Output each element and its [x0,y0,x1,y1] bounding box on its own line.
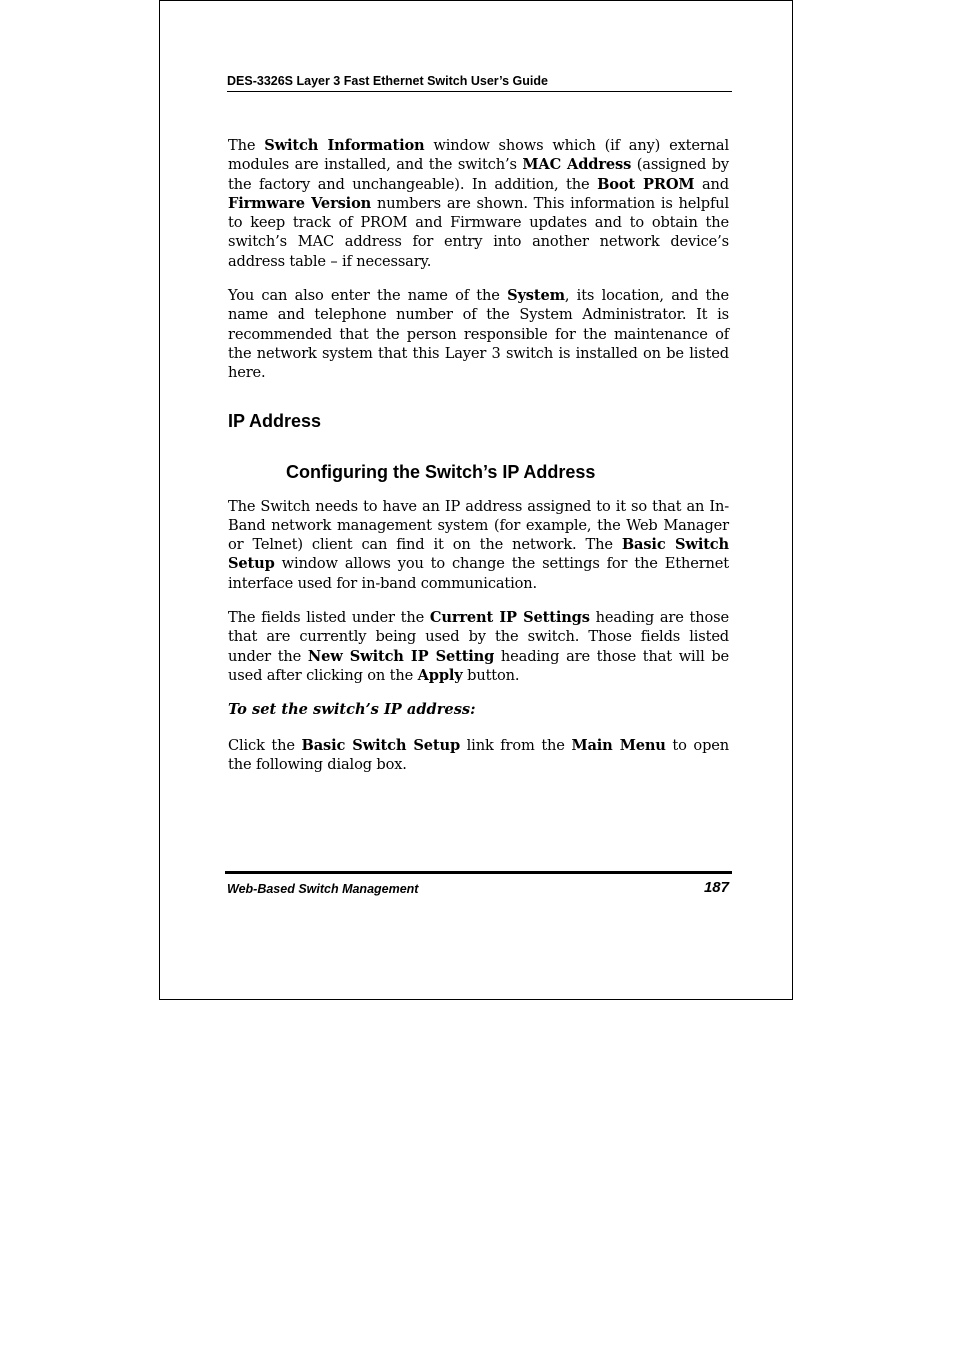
term-current-ip-settings: Current IP Settings [429,609,590,627]
paragraph-ip-needed [228,497,729,593]
text-run: The fields listed under the [228,609,430,627]
section-heading-ip-address: IP Address [228,410,322,431]
text-run: window allows you to change the settings for the Ethernet interface used for in-band communication. [228,555,729,592]
text-run: and [694,175,729,193]
paragraph-ip-settings-fields [228,608,729,685]
text-run: (assigned by the factory and unchangeable). In addition, the [228,156,729,193]
running-header: DES-3326S Layer 3 Fast Ethernet Switch User’s Guide [227,73,732,92]
term-basic-switch-setup: Basic Switch Setup [228,536,729,573]
text-run: heading are those that are currently being used by the switch. Those fields listed under the [228,609,729,665]
subsection-heading-configuring-ip: Configuring the Switch’s IP Address [286,461,596,482]
footer-rule [225,871,732,874]
footer-chapter-title: Web-Based Switch Management [227,882,419,896]
term-mac-address: MAC Address [522,156,632,174]
text-run: The Switch needs to have an IP address assigned to it so that an In-Band network management system (for example, the Web Manager or Telnet) client can find it on the network. The [228,497,729,554]
text-run: , its location, and the name and telephone number of the System Administrator. It is recommended that the person responsible for the maintenance of the network system that this Layer 3 switch is installed on be listed here. [228,287,729,382]
text-run: button. [462,666,520,684]
paragraph-system-name [228,286,729,382]
term-boot-prom: Boot PROM [597,175,695,193]
text-run: link from the [460,736,572,754]
procedure-heading: To set the switch’s IP address: [228,701,476,719]
paragraph-switch-information [228,136,729,271]
term-switch-information: Switch Information [264,137,425,154]
term-firmware-version: Firmware Version [228,194,372,212]
text-run: Click the [228,736,302,754]
term-apply: Apply [417,666,463,684]
text-run: window shows which (if any) external modules are installed, and the switch’s [228,137,729,174]
text-run: heading are those that will be used after clicking on the [228,647,730,684]
page-number: 187 [703,879,729,896]
term-new-switch-ip-setting: New Switch IP Setting [307,647,495,665]
text-run: numbers are shown. This information is helpful to keep track of PROM and Firmware updates and to obtain the switch’s MAC address for entry into another network device’s address table – if necessary. [228,194,729,270]
term-system: System [507,287,565,305]
term-basic-switch-setup-link: Basic Switch Setup [301,736,461,754]
page-content [228,136,729,789]
term-main-menu: Main Menu [571,736,666,754]
text-run: The [228,137,265,154]
text-run: to open the following dialog box. [228,736,729,773]
text-run: You can also enter the name of the [228,287,508,305]
paragraph-click-basic-setup [228,736,729,775]
